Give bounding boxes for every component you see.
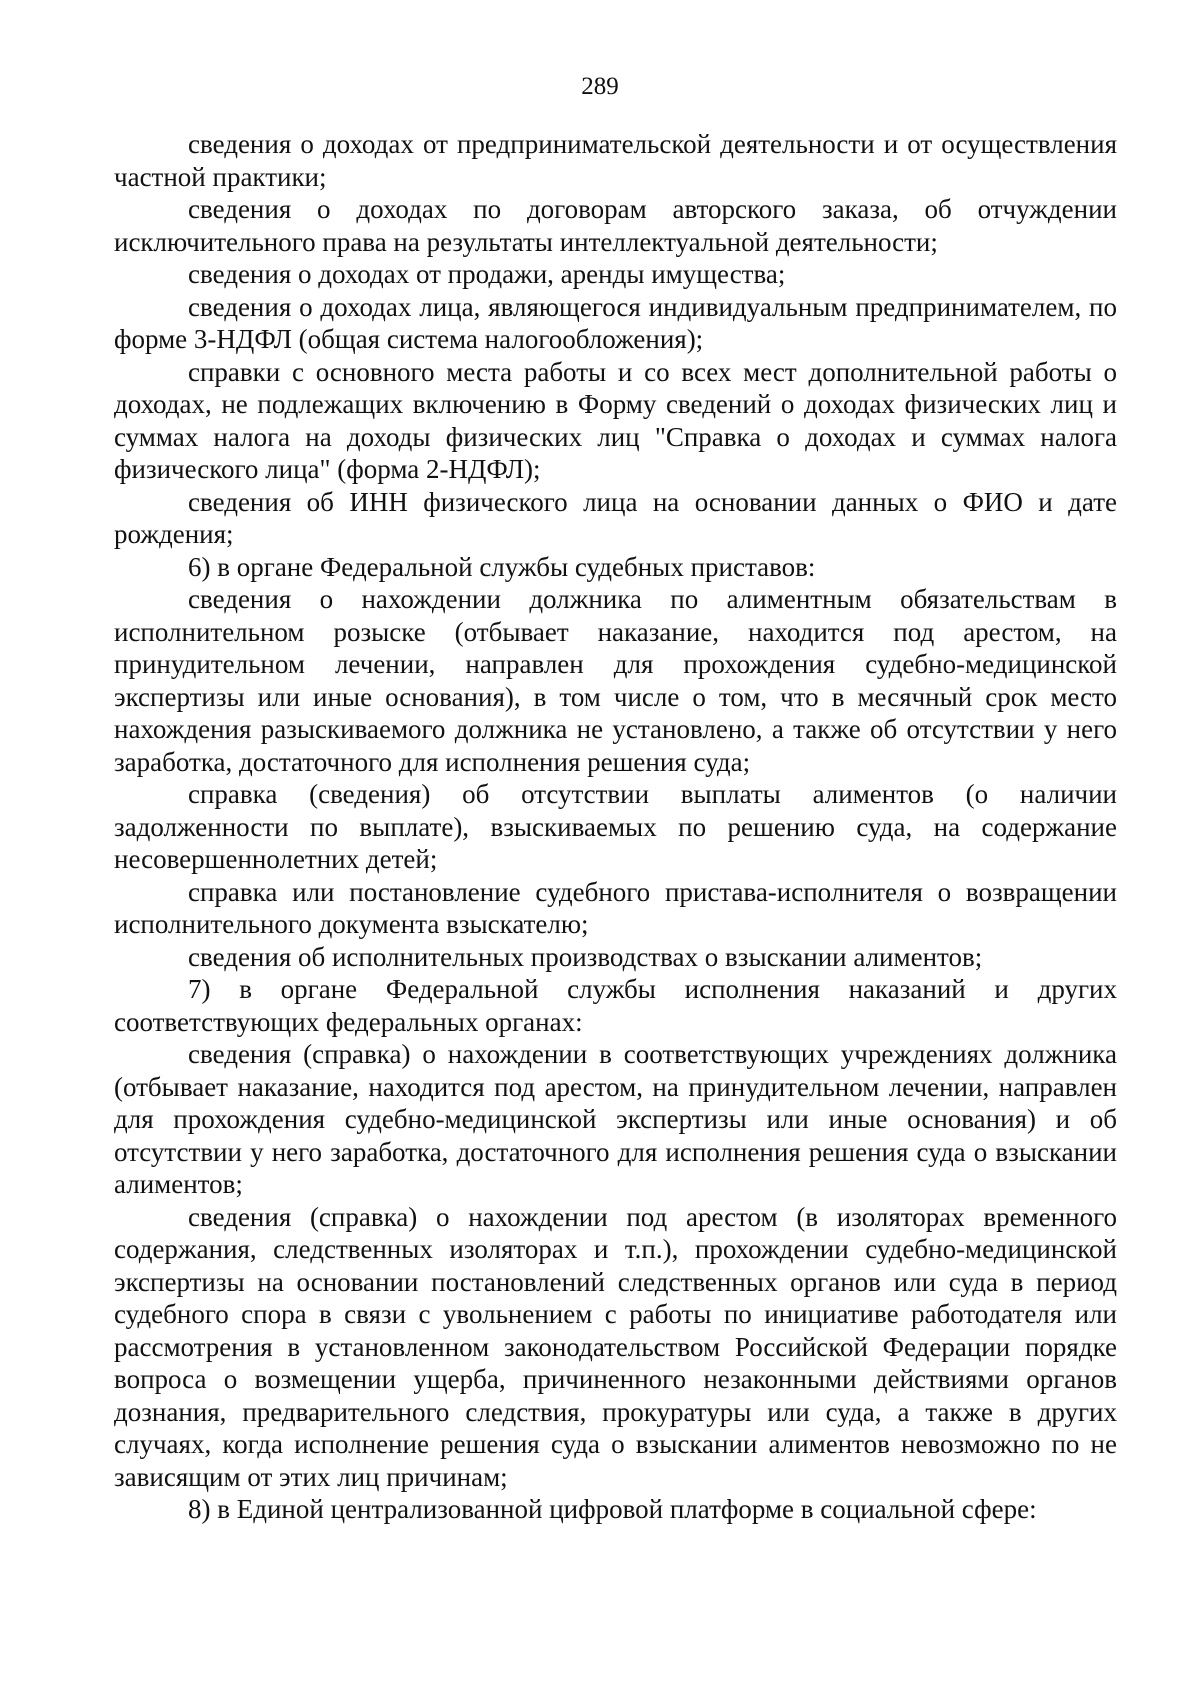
paragraph-debtor-search: сведения о нахождении должника по алиментным обязательствам в исполнительном розыске (отбывает наказание, находится под арестом, на принудительном лечении, направлен для прохождения судебно-медицинской экспертизы или иные основания), в том числе о том, что в месячный срок место нахождения разыскиваемого должника не установлено, а также об отсутствии у него заработка, достаточного для исполнения решения суда; (114, 584, 1117, 777)
page-number: 289 (581, 73, 619, 100)
paragraph-debtor-institutions: сведения (справка) о нахождении в соответствующих учреждениях должника (отбывает наказание, находится под арестом, на принудительном лечении, направлен для прохождения судебно-медицинской экспертизы или иные основания) и об отсутствии у него заработка, достаточного для исполнения решения суда о взыскании алиментов; (114, 1039, 1117, 1199)
paragraph-income-property-sale: сведения о доходах от продажи, аренды имущества; (188, 259, 786, 289)
paragraph-income-3ndfl: сведения о доходах лица, являющегося индивидуальным предпринимателем, по форме 3-НДФЛ (общая система налогообложения); (114, 291, 1117, 354)
document-body (114, 128, 1117, 1526)
paragraph-income-entrepreneurship: сведения о доходах от предпринимательской деятельности и от осуществления частной практики; (114, 129, 1117, 192)
paragraph-enforcement-proceedings: сведения об исполнительных производствах о взыскании алиментов; (188, 941, 983, 972)
paragraph-alimony-arrears: справка (сведения) об отсутствии выплаты алиментов (о наличии задолженности по выплате), взыскиваемых по решению суда, на содержание несовершеннолетних детей; (114, 779, 1117, 874)
paragraph-arrest-info: сведения (справка) о нахождении под арестом (в изоляторах временного содержания, следственных изоляторах и т.п.), прохождении судебно-медицинской экспертизы на основании постановлений следственных органов или суда в период судебного спора в связи с увольнением с работы по инициативе работодателя или рассмотрения в установленном законодательством Российской Федерации порядке вопроса о возмещении ущерба, причиненного незаконными действиями органов дознания, предварительного следствия, прокуратуры или суда, а также в других случаях, когда исполнение решения суда о взыскании алиментов невозможно по не зависящим от этих лиц причинам; (114, 1201, 1117, 1492)
paragraph-item-8-heading: 8) в Единой централизованной цифровой платформе в социальной сфере: (188, 1494, 1037, 1524)
paragraph-bailiff-resolution: справка или постановление судебного пристава-исполнителя о возвращении исполнительного документа взыскателю; (114, 876, 1117, 939)
paragraph-work-certificates: справки с основного места работы и со всех мест дополнительной работы о доходах, не подлежащих включению в Форму сведений о доходах физических лиц и суммах налога на доходы физических лиц "Справка о доходах и суммах налога физического лица" (форма 2-НДФЛ); (114, 356, 1117, 484)
paragraph-item-7-heading: 7) в органе Федеральной службы исполнения наказаний и других соответствующих федеральных органах: (114, 974, 1117, 1037)
paragraph-item-6-heading: 6) в органе Федеральной службы судебных приставов: (188, 551, 816, 582)
paragraph-inn-info: сведения об ИНН физического лица на основании данных о ФИО и дате рождения; (114, 486, 1117, 549)
paragraph-income-author-contracts: сведения о доходах по договорам авторского заказа, об отчуждении исключительного права на результаты интеллектуальной деятельности; (114, 194, 1117, 257)
